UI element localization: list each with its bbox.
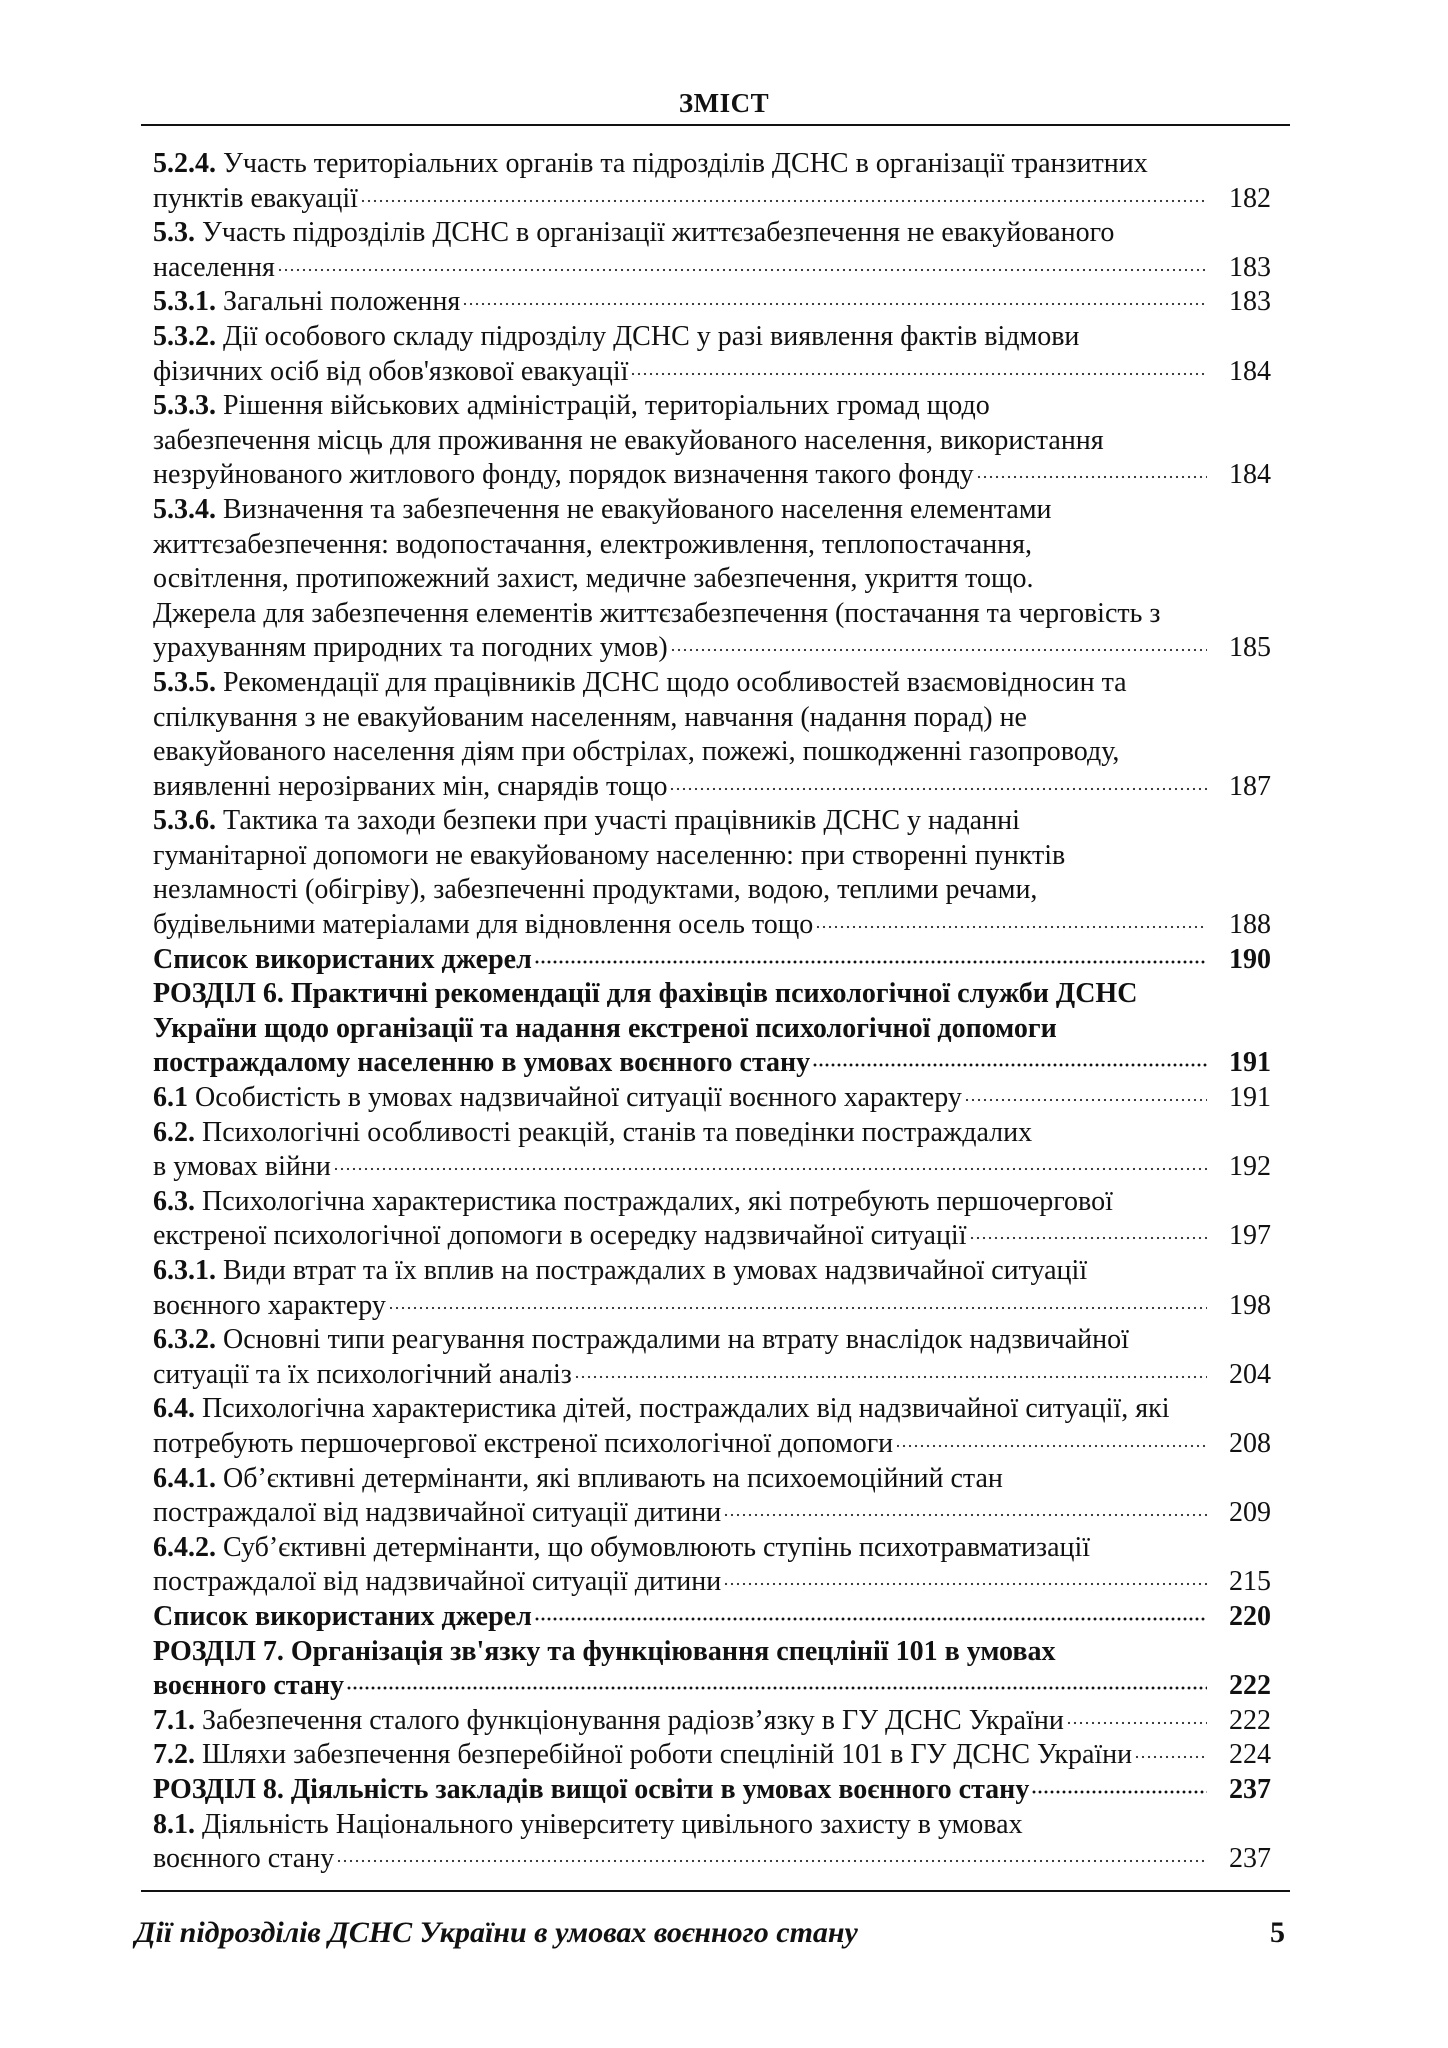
dot-leader bbox=[277, 267, 1207, 273]
footer-page-number: 5 bbox=[1270, 1916, 1285, 1949]
dot-leader bbox=[895, 1443, 1207, 1449]
toc-entry-number: 5.3.3. bbox=[153, 390, 216, 422]
toc-page-number: 197 bbox=[1229, 1220, 1271, 1252]
toc-entry-number: 5.2.4. bbox=[153, 148, 216, 179]
toc-entry-title: евакуйованого населення діям при обстрілах, пожежі, пошкодженні газопроводу, bbox=[153, 736, 1120, 768]
toc-entry-number: 5.3.2. bbox=[153, 320, 216, 352]
toc-page-number: 185 bbox=[1229, 632, 1271, 664]
toc-entry-title: РОЗДІЛ 8. Діяльність закладів вищої освіти в умовах воєнного стану bbox=[153, 1773, 1030, 1805]
toc-entry-title: Об’єктивні детермінанти, які впливають на психоемоційний стан bbox=[216, 1462, 1003, 1494]
toc-entry-text bbox=[153, 1081, 962, 1116]
toc-entry-text bbox=[153, 563, 1034, 594]
toc-entry-title: ситуації та їх психологічний аналіз bbox=[153, 1358, 572, 1390]
toc-entry-line bbox=[153, 1392, 1271, 1427]
toc-entry-title: пунктів евакуації bbox=[153, 182, 358, 214]
toc-entry-line bbox=[153, 873, 1271, 908]
dot-leader bbox=[388, 1305, 1207, 1311]
toc-entry-number: 5.3. bbox=[153, 217, 195, 249]
toc-page-number: 184 bbox=[1229, 355, 1271, 387]
toc-entry-number: 8.1. bbox=[153, 1808, 195, 1840]
toc-entry-line bbox=[153, 1081, 1271, 1116]
toc-entry bbox=[153, 1462, 1271, 1531]
toc-page-number: 224 bbox=[1229, 1739, 1271, 1771]
toc-page-number: 191 bbox=[1229, 1082, 1271, 1114]
toc-entry-title: потребують першочергової екстреної психологічної допомоги bbox=[153, 1427, 894, 1459]
toc-entry-text bbox=[153, 148, 1148, 179]
toc-page-number: 192 bbox=[1229, 1151, 1271, 1183]
toc-entry-number: 6.3. bbox=[153, 1185, 195, 1217]
toc-entry-title: РОЗДІЛ 6. Практичні рекомендації для фахівців психологічної служби ДСНС bbox=[153, 978, 1138, 1010]
toc-entry-text bbox=[153, 1358, 572, 1393]
toc-entry-line bbox=[153, 735, 1271, 770]
toc-entry-text bbox=[153, 1842, 334, 1877]
toc-entry-title: освітлення, протипожежний захист, медичне забезпечення, укриття тощо. bbox=[153, 563, 1034, 595]
toc-entry-text bbox=[153, 321, 1079, 352]
toc-entry-title: Рекомендації для працівників ДСНС щодо особливостей взаємовідносин та bbox=[216, 666, 1127, 698]
toc-entry-line bbox=[153, 1012, 1271, 1047]
dot-leader bbox=[360, 198, 1207, 204]
toc-entry-title: Шляхи забезпечення безперебійної роботи спецліній 101 в ГУ ДСНС України bbox=[195, 1739, 1133, 1771]
toc-entry-text bbox=[153, 840, 1065, 871]
toc-entry-line bbox=[153, 216, 1271, 251]
toc-entry-title: Участь підрозділів ДСНС в організації життєзабезпечення не евакуйованого bbox=[195, 217, 1115, 249]
toc-entry-line bbox=[153, 1635, 1271, 1670]
toc-entry-line bbox=[153, 424, 1271, 459]
toc-entry-number: 6.4.1. bbox=[153, 1462, 216, 1494]
toc-entry-line bbox=[153, 804, 1271, 839]
toc-entry bbox=[153, 493, 1271, 666]
toc-entry bbox=[153, 1773, 1271, 1808]
toc-entry bbox=[153, 1081, 1271, 1116]
toc-entry-title: постраждалої від надзвичайної ситуації дитини bbox=[153, 1566, 722, 1598]
toc-entry-title: Список використаних джерел bbox=[153, 1600, 532, 1632]
toc-entry-text bbox=[153, 1186, 1113, 1217]
dot-leader bbox=[1066, 1720, 1207, 1726]
table-of-contents bbox=[153, 147, 1271, 1877]
toc-entry-text bbox=[153, 1636, 1055, 1667]
toc-entry-title: Список використаних джерел bbox=[153, 943, 532, 975]
toc-entry bbox=[153, 147, 1271, 216]
toc-entry-title: воєнного стану bbox=[153, 1843, 335, 1875]
toc-entry-number: 6.4. bbox=[153, 1393, 195, 1425]
toc-entry bbox=[153, 320, 1271, 389]
toc-entry-title: воєнного характеру bbox=[153, 1289, 386, 1321]
toc-entry-number: 5.3.4. bbox=[153, 493, 216, 525]
toc-entry-line bbox=[153, 1358, 1271, 1393]
toc-entry-line bbox=[153, 493, 1271, 528]
toc-entry-text bbox=[153, 1046, 810, 1081]
toc-entry-line bbox=[153, 320, 1271, 355]
toc-entry-number: 7.1. bbox=[153, 1704, 195, 1736]
toc-entry-text bbox=[153, 1669, 344, 1704]
toc-entry-line bbox=[153, 251, 1271, 286]
toc-entry-number: 5.3.1. bbox=[153, 286, 216, 318]
toc-page-number: 190 bbox=[1229, 943, 1271, 975]
toc-entry-text bbox=[153, 1496, 721, 1531]
dot-leader bbox=[1031, 1789, 1207, 1795]
toc-entry-title: Психологічна характеристика постраждалих, які потребують першочергової bbox=[195, 1185, 1113, 1217]
toc-page-number: 237 bbox=[1229, 1843, 1271, 1875]
toc-page-number: 215 bbox=[1229, 1566, 1271, 1598]
toc-entry-number: 6.4.2. bbox=[153, 1531, 216, 1563]
toc-entry-title: виявленні нерозірваних мін, снарядів тощо bbox=[153, 770, 668, 802]
toc-entry-title: життєзабезпечення: водопостачання, електроживлення, теплопостачання, bbox=[153, 528, 1033, 560]
toc-entry-line bbox=[153, 597, 1271, 632]
toc-entry-title: Джерела для забезпечення елементів життєзабезпечення (постачання та черговість з bbox=[153, 597, 1161, 629]
toc-entry-text bbox=[153, 908, 813, 943]
toc-entry-text bbox=[153, 943, 532, 978]
toc-entry-line bbox=[153, 1808, 1271, 1843]
dot-leader bbox=[723, 1512, 1207, 1518]
toc-entry-text bbox=[153, 1013, 1057, 1044]
toc-entry-line bbox=[153, 1462, 1271, 1497]
toc-entry-line bbox=[153, 1704, 1271, 1739]
dot-leader bbox=[669, 786, 1207, 792]
toc-entry-title: спілкування з не евакуйованим населенням, навчання (надання порад) не bbox=[153, 701, 1027, 733]
toc-entry-line bbox=[153, 1289, 1271, 1324]
toc-entry-title: РОЗДІЛ 7. Організація зв'язку та функціювання спецлінії 101 в умовах bbox=[153, 1635, 1056, 1667]
toc-entry bbox=[153, 666, 1271, 804]
toc-entry-title: Дії особового складу підрозділу ДСНС у разі виявлення фактів відмови bbox=[216, 320, 1080, 352]
toc-entry-text bbox=[153, 182, 358, 217]
toc-entry-title: постраждалої від надзвичайної ситуації дитини bbox=[153, 1497, 722, 1529]
toc-entry bbox=[153, 1323, 1271, 1392]
dot-leader bbox=[346, 1685, 1207, 1691]
toc-entry-line bbox=[153, 1219, 1271, 1254]
toc-entry-title: Основні типи реагування постраждалими на втрату внаслідок надзвичайної bbox=[216, 1324, 1129, 1356]
toc-entry-text bbox=[153, 458, 974, 493]
toc-entry-text bbox=[153, 355, 628, 390]
toc-entry-title: в умовах війни bbox=[153, 1151, 331, 1183]
toc-entry-line bbox=[153, 1185, 1271, 1220]
toc-entry-text bbox=[153, 1324, 1129, 1355]
toc-entry bbox=[153, 1185, 1271, 1254]
toc-entry-text bbox=[153, 805, 1020, 836]
toc-entry-title: гуманітарної допомоги не евакуйованому населенню: при створенні пунктів bbox=[153, 839, 1066, 871]
toc-page-number: 183 bbox=[1229, 251, 1271, 283]
dot-leader bbox=[723, 1581, 1207, 1587]
toc-entry-number: 7.2. bbox=[153, 1739, 195, 1771]
dot-leader bbox=[812, 1062, 1207, 1068]
toc-entry-title: Участь територіальних органів та підрозділів ДСНС в організації транзитних bbox=[216, 148, 1148, 179]
toc-entry-title: воєнного стану bbox=[153, 1670, 344, 1702]
toc-entry-text bbox=[153, 770, 667, 805]
toc-page-number: 183 bbox=[1229, 286, 1271, 318]
toc-entry-text bbox=[153, 702, 1027, 733]
toc-entry-title: Рішення військових адміністрацій, територіальних громад щодо bbox=[216, 390, 990, 422]
toc-entry-line bbox=[153, 1738, 1271, 1773]
toc-entry-line bbox=[153, 389, 1271, 424]
toc-entry-text bbox=[153, 1809, 1023, 1840]
toc-entry-title: Тактика та заходи безпеки при участі працівників ДСНС у наданні bbox=[216, 805, 1020, 837]
toc-entry-line bbox=[153, 1116, 1271, 1151]
toc-entry-title: Забезпечення сталого функціонування радіозв’язку в ГУ ДСНС України bbox=[195, 1704, 1064, 1736]
dot-leader bbox=[534, 1616, 1207, 1622]
toc-entry bbox=[153, 1600, 1271, 1635]
toc-entry bbox=[153, 1254, 1271, 1323]
toc-entry-text bbox=[153, 217, 1114, 248]
toc-entry-text bbox=[153, 736, 1119, 767]
toc-entry-line bbox=[153, 1046, 1271, 1081]
page-title: ЗМІСТ bbox=[678, 88, 770, 118]
toc-entry-line bbox=[153, 528, 1271, 563]
toc-page-number: 220 bbox=[1229, 1600, 1271, 1632]
toc-entry-title: Особистість в умовах надзвичайної ситуації воєнного характеру bbox=[188, 1082, 962, 1114]
toc-entry-title: Психологічна характеристика дітей, постраждалих від надзвичайної ситуації, які bbox=[195, 1393, 1170, 1425]
toc-entry-text bbox=[153, 631, 668, 666]
toc-entry-title: незламності (обігріву), забезпеченні продуктами, водою, теплими речами, bbox=[153, 874, 1038, 906]
toc-entry bbox=[153, 389, 1271, 493]
toc-entry-line bbox=[153, 770, 1271, 805]
toc-entry-title: забезпечення місць для проживання не евакуйованого населення, використання bbox=[153, 424, 1104, 456]
toc-entry-text bbox=[153, 1117, 1032, 1148]
toc-entry-line bbox=[153, 839, 1271, 874]
toc-entry-text bbox=[153, 285, 460, 320]
toc-entry-text bbox=[153, 1738, 1132, 1773]
dot-leader bbox=[462, 301, 1207, 307]
toc-entry-number: 6.2. bbox=[153, 1116, 195, 1148]
toc-entry bbox=[153, 1635, 1271, 1704]
toc-entry-text bbox=[153, 1255, 1087, 1286]
toc-entry-title: постраждалому населенню в умовах воєнного стану bbox=[153, 1047, 811, 1079]
toc-entry-number: 6.1 bbox=[153, 1082, 188, 1114]
dot-leader bbox=[964, 1097, 1207, 1103]
toc-entry-title: урахуванням природних та погодних умов) bbox=[153, 632, 668, 664]
toc-page-number: 187 bbox=[1229, 770, 1271, 802]
toc-entry-title: будівельними матеріалами для відновлення осель тощо bbox=[153, 909, 814, 941]
dot-leader bbox=[670, 647, 1207, 653]
toc-entry-title: Психологічні особливості реакцій, станів та поведінки постраждалих bbox=[195, 1116, 1033, 1148]
toc-entry bbox=[153, 1704, 1271, 1739]
toc-entry-line bbox=[153, 631, 1271, 666]
toc-entry-line bbox=[153, 285, 1271, 320]
toc-entry-line bbox=[153, 458, 1271, 493]
toc-entry-line bbox=[153, 562, 1271, 597]
toc-page-number: 188 bbox=[1229, 909, 1271, 941]
dot-leader bbox=[534, 959, 1207, 965]
toc-entry-line bbox=[153, 943, 1271, 978]
toc-page-number: 208 bbox=[1229, 1427, 1271, 1459]
toc-entry-title: екстреної психологічної допомоги в осередку надзвичайної ситуації bbox=[153, 1220, 967, 1252]
toc-entry-line bbox=[153, 1427, 1271, 1462]
dot-leader bbox=[574, 1374, 1207, 1380]
toc-entry-line bbox=[153, 666, 1271, 701]
toc-entry bbox=[153, 804, 1271, 942]
toc-entry-line bbox=[153, 1323, 1271, 1358]
toc-page-number: 198 bbox=[1229, 1289, 1271, 1321]
toc-entry-line bbox=[153, 355, 1271, 390]
toc-entry-text bbox=[153, 1393, 1169, 1424]
toc-entry-line bbox=[153, 1669, 1271, 1704]
toc-entry-text bbox=[153, 978, 1137, 1009]
toc-entry bbox=[153, 1738, 1271, 1773]
toc-page-number: 184 bbox=[1229, 459, 1271, 491]
toc-entry-text bbox=[153, 1427, 893, 1462]
toc-entry-text bbox=[153, 494, 1052, 525]
toc-entry-title: Види втрат та їх вплив на постраждалих в умовах надзвичайної ситуації bbox=[216, 1255, 1088, 1286]
toc-page-number: 222 bbox=[1229, 1670, 1271, 1702]
toc-entry-line bbox=[153, 1496, 1271, 1531]
dot-leader bbox=[333, 1166, 1207, 1172]
toc-entry-line bbox=[153, 1531, 1271, 1566]
toc-entry-line bbox=[153, 977, 1271, 1012]
dot-leader bbox=[1134, 1754, 1207, 1760]
toc-entry bbox=[153, 1392, 1271, 1461]
dot-leader bbox=[976, 474, 1207, 480]
toc-entry-text bbox=[153, 390, 990, 421]
toc-entry-text bbox=[153, 667, 1127, 698]
toc-entry-line bbox=[153, 701, 1271, 736]
toc-page-number: 204 bbox=[1229, 1358, 1271, 1390]
toc-entry-title: Діяльність Національного університету цивільного захисту в умовах bbox=[195, 1808, 1023, 1840]
toc-entry bbox=[153, 1116, 1271, 1185]
dot-leader bbox=[630, 371, 1207, 377]
toc-entry-line bbox=[153, 1150, 1271, 1185]
toc-entry-text bbox=[153, 1600, 532, 1635]
toc-entry bbox=[153, 1808, 1271, 1877]
toc-entry-number: 5.3.6. bbox=[153, 805, 216, 837]
toc-entry-title: України щодо організації та надання екстреної психологічної допомоги bbox=[153, 1012, 1057, 1044]
toc-entry-number: 6.3.1. bbox=[153, 1255, 216, 1286]
toc-entry-line bbox=[153, 1773, 1271, 1808]
toc-entry bbox=[153, 943, 1271, 978]
toc-entry-title: фізичних осіб від обов'язкової евакуації bbox=[153, 355, 629, 387]
toc-entry bbox=[153, 977, 1271, 1081]
toc-entry-line bbox=[153, 1600, 1271, 1635]
toc-entry-text bbox=[153, 598, 1160, 629]
toc-entry-line bbox=[153, 1254, 1271, 1289]
toc-entry-number: 5.3.5. bbox=[153, 666, 216, 698]
toc-entry bbox=[153, 216, 1271, 285]
toc-entry-line bbox=[153, 182, 1271, 217]
toc-entry-text bbox=[153, 1150, 331, 1185]
toc-entry-text bbox=[153, 1704, 1064, 1739]
toc-entry-text bbox=[153, 874, 1037, 905]
toc-entry-title: незруйнованого житлового фонду, порядок визначення такого фонду bbox=[153, 459, 974, 491]
toc-entry-line bbox=[153, 1842, 1271, 1877]
dot-leader bbox=[815, 924, 1207, 930]
dot-leader bbox=[336, 1858, 1207, 1864]
toc-entry-title: Визначення та забезпечення не евакуйованого населення елементами bbox=[216, 493, 1052, 525]
toc-page-number: 209 bbox=[1229, 1497, 1271, 1529]
toc-entry-text bbox=[153, 1289, 386, 1324]
toc-page-number: 237 bbox=[1229, 1773, 1271, 1805]
toc-entry-title: населення bbox=[153, 251, 275, 283]
footer-title: Дії підрозділів ДСНС України в умовах воєнного стану bbox=[135, 1916, 858, 1949]
toc-entry-text bbox=[153, 1565, 721, 1600]
toc-page-number: 182 bbox=[1229, 182, 1271, 214]
toc-entry bbox=[153, 1531, 1271, 1600]
toc-entry-text bbox=[153, 1463, 1003, 1494]
toc-entry bbox=[153, 285, 1271, 320]
toc-entry-text bbox=[153, 529, 1032, 560]
toc-entry-text bbox=[153, 425, 1104, 456]
toc-entry-text bbox=[153, 1219, 967, 1254]
toc-entry-line bbox=[153, 1565, 1271, 1600]
toc-page-number: 191 bbox=[1229, 1047, 1271, 1079]
header-rule bbox=[141, 124, 1290, 126]
toc-entry-line bbox=[153, 908, 1271, 943]
toc-entry-text bbox=[153, 1773, 1029, 1808]
toc-entry-title: Загальні положення bbox=[216, 286, 461, 318]
toc-entry-text bbox=[153, 1532, 1090, 1563]
toc-entry-title: Суб’єктивні детермінанти, що обумовлюють ступінь психотравматизації bbox=[216, 1531, 1091, 1563]
toc-entry-line bbox=[153, 147, 1271, 182]
toc-entry-text bbox=[153, 251, 275, 286]
dot-leader bbox=[969, 1235, 1208, 1241]
footer-rule bbox=[141, 1890, 1290, 1892]
toc-page-number: 222 bbox=[1229, 1704, 1271, 1736]
toc-entry-number: 6.3.2. bbox=[153, 1324, 216, 1356]
